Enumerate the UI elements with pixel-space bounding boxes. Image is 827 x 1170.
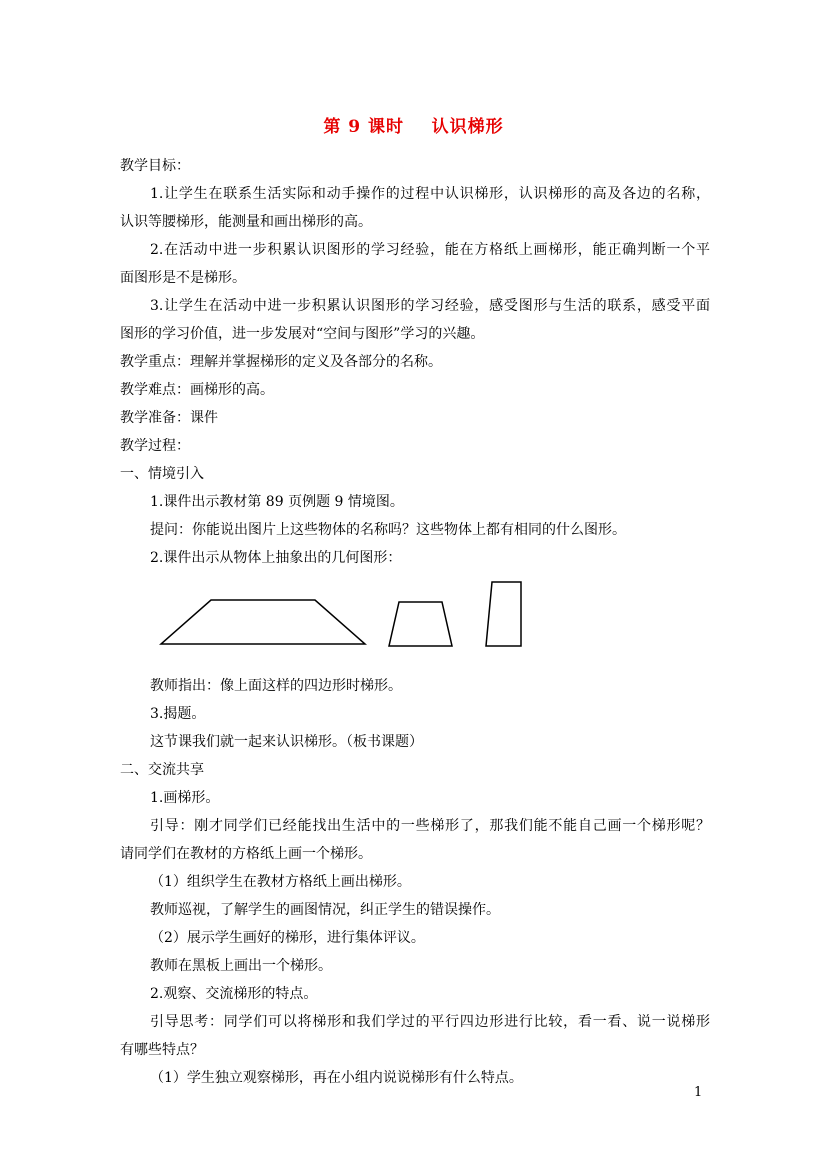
goal-1-line-2: 认识等腰梯形，能测量和画出梯形的高。 [120,214,372,230]
section-2-patrol: 教师巡视，了解学生的画图情况，纠正学生的错误操作。 [150,902,500,918]
section-2-step-1: （1）组织学生在教材方格纸上画出梯形。 [150,874,411,890]
section-2-step-2: （2）展示学生画好的梯形，进行集体评议。 [150,930,425,946]
section-2-heading: 二、交流共享 [120,762,204,778]
preparation: 教学准备：课件 [120,410,218,426]
key-point: 教学重点：理解并掌握梯形的定义及各部分的名称。 [120,354,442,370]
section-1-intro: 这节课我们就一起来认识梯形。（板书课题） [150,734,423,750]
section-2-board: 教师在黑板上画出一个梯形。 [150,958,332,974]
difficulty: 教学难点：画梯形的高。 [120,382,274,398]
section-1-item-1: 1.课件出示教材第 89 页例题 9 情境图。 [150,494,404,510]
section-1-item-3: 3.揭题。 [150,706,206,722]
document-body [120,152,710,1092]
goal-2-line-1: 2.在活动中进一步积累认识图形的学习经验，能在方格纸上画梯形，能正确判断一个平 [150,242,710,258]
isosceles-trapezoid [389,602,452,646]
trapezoid-figures-svg [120,572,710,672]
section-1-question: 提问：你能说出图片上这些物体的名称吗？这些物体上都有相同的什么图形。 [150,522,626,538]
right-trapezoid [486,582,521,646]
section-1-item-2: 2.课件出示从物体上抽象出的几何图形： [150,550,402,566]
goal-3-line-1: 3.让学生在活动中进一步积累认识图形的学习经验，感受图形与生活的联系，感受平面 [150,298,710,314]
section-2-guide-line-2: 请同学们在教材的方格纸上画一个梯形。 [120,846,372,862]
section-2-think-line-1: 引导思考：同学们可以将梯形和我们学过的平行四边形进行比较，看一看、说一说梯形 [150,1014,710,1030]
section-2-guide-line-1: 引导：刚才同学们已经能找出生活中的一些梯形了，那我们能不能自己画一个梯形呢？ [150,818,710,834]
goal-1-line-1: 1.让学生在联系生活实际和动手操作的过程中认识梯形，认识梯形的高及各边的名称， [150,186,710,202]
goal-3-line-2: 图形的学习价值，进一步发展对“空间与图形”学习的兴趣。 [120,326,485,342]
page-number: 1 [694,1085,703,1100]
section-2-item-1: 1.画梯形。 [150,790,220,806]
section-1-teacher-note: 教师指出：像上面这样的四边形时梯形。 [150,678,402,694]
page-title: 第 9 课时 认识梯形 [323,117,504,137]
goals-heading: 教学目标： [120,158,190,174]
wide-trapezoid [161,600,365,644]
trapezoid-figures [120,572,710,672]
process-heading: 教学过程： [120,438,190,454]
section-1-heading: 一、情境引入 [120,466,204,482]
goal-2-line-2: 面图形是不是梯形。 [120,270,246,286]
section-2-think-line-2: 有哪些特点？ [120,1042,204,1058]
section-2-item-2: 2.观察、交流梯形的特点。 [150,986,318,1002]
section-2-step-3: （1）学生独立观察梯形，再在小组内说说梯形有什么特点。 [150,1070,523,1086]
